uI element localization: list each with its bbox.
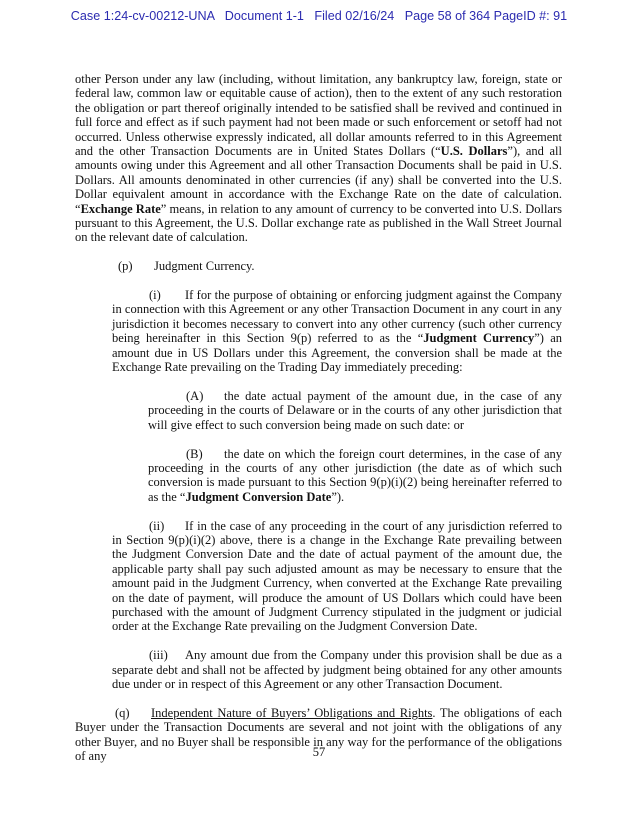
- subsection-ii: (ii) If in the case of any proceeding in the court of any jurisdiction referred to in Section 9(p)(i)(2) above, there is a change in the Exchange Rate prevailing between the Judgment Conversion Date and the date of actual payment of the amount due, the applicable party shall pay such adjusted amount as may be necessary to ensure that the amount paid in the Judgment Currency, when converted at the Exchange Rate prevailing on the date of payment, will produce the amount of US Dollars which could have been purchased with the amount of Judgment Currency stipulated in the judgment or judicial order at the Exchange Rate prevailing on the Judgment Conversion Date.: [112, 518, 562, 634]
- document-number: Document 1-1: [224, 9, 304, 23]
- subsection-iii-label: (iii): [149, 648, 168, 663]
- court-filing-header: [0, 9, 638, 23]
- section-p-heading: [75, 259, 562, 273]
- page-id: PageID #: 91: [493, 9, 568, 23]
- clause-A-label: (A): [186, 388, 204, 403]
- section-q-label: (q): [115, 705, 130, 720]
- document-body: [75, 72, 562, 763]
- defined-term-judgment-currency: Judgment Currency: [423, 331, 535, 346]
- subsection-i: (i) If for the purpose of obtaining or enforcing judgment against the Company in connection with this Agreement or any other Transaction Document in any court in any jurisdiction it becomes necessary to convert into any other currency (such other currency being hereinafter in this Section 9(p) referred to as the “Judgment Currency”) an amount due in US Dollars under this Agreement, the conversion shall be made at the Exchange Rate prevailing on the Trading Day immediately preceding:: [112, 288, 562, 375]
- section-q: (q) Independent Nature of Buyers’ Obligations and Rights. The obligations of each Buyer under the Transaction Documents are several and not joint with the obligations of any other Buyer, and no Buyer shall be responsible in any way for the performance of the obligations of any: [75, 705, 562, 763]
- subsection-i-label: (i): [149, 288, 161, 303]
- subsection-iii: (iii) Any amount due from the Company under this provision shall be due as a separate debt and shall not be affected by judgment being obtained for any other amounts due under or in respect of this Agreement or any other Transaction Document.: [112, 648, 562, 691]
- defined-term-exchange-rate: Exchange Rate: [80, 201, 161, 216]
- clause-A: (A) the date actual payment of the amount due, in the case of any proceeding in the courts of Delaware or in the courts of any other jurisdiction that will give effect to such conversion being made on such date: or: [148, 388, 562, 432]
- page-number: 57: [312, 745, 326, 759]
- section-q-title: Independent Nature of Buyers’ Obligations and Rights: [151, 705, 433, 720]
- section-p-title: Judgment Currency.: [154, 259, 255, 274]
- filed-date: Filed 02/16/24: [314, 9, 395, 23]
- clause-B-label: (B): [186, 446, 203, 461]
- page-of-total: Page 58 of 364: [404, 9, 491, 23]
- subsection-ii-label: (ii): [149, 518, 165, 533]
- clause-B: (B) the date on which the foreign court determines, in the case of any proceeding in the courts of any other jurisdiction (the date as of which such conversion is made pursuant to this Section 9(p)(i)(2) being hereinafter referred to as the “Judgment Conversion Date”).: [148, 446, 562, 504]
- defined-term-judgment-conversion-date: Judgment Conversion Date: [185, 489, 332, 504]
- paragraph-continuation: other Person under any law (including, without limitation, any bankruptcy law, foreign, state or federal law, common law or equitable cause of action), then to the extent of any such restoration the obligation or part thereof originally intended to be satisfied shall be revived and continued in full force and effect as if such payment had not been made or such enforcement or setoff had not occurred. Unless otherwise expressly indicated, all dollar amounts referred to in this Agreement and the other Transaction Documents are in United States Dollars (“U.S. Dollars”), and all amounts owing under this Agreement and all other Transaction Documents shall be paid in U.S. Dollars. All amounts denominated in other currencies (if any) shall be converted into the U.S. Dollar equivalent amount in accordance with the Exchange Rate on the date of calculation. “Exchange Rate” means, in relation to any amount of currency to be converted into U.S. Dollars pursuant to this Agreement, the U.S. Dollar exchange rate as published in the Wall Street Journal on the relevant date of calculation.: [75, 72, 563, 245]
- section-p-label: (p): [118, 259, 133, 274]
- defined-term-us-dollars: U.S. Dollars: [440, 144, 508, 159]
- case-number: Case 1:24-cv-00212-UNA: [70, 9, 215, 23]
